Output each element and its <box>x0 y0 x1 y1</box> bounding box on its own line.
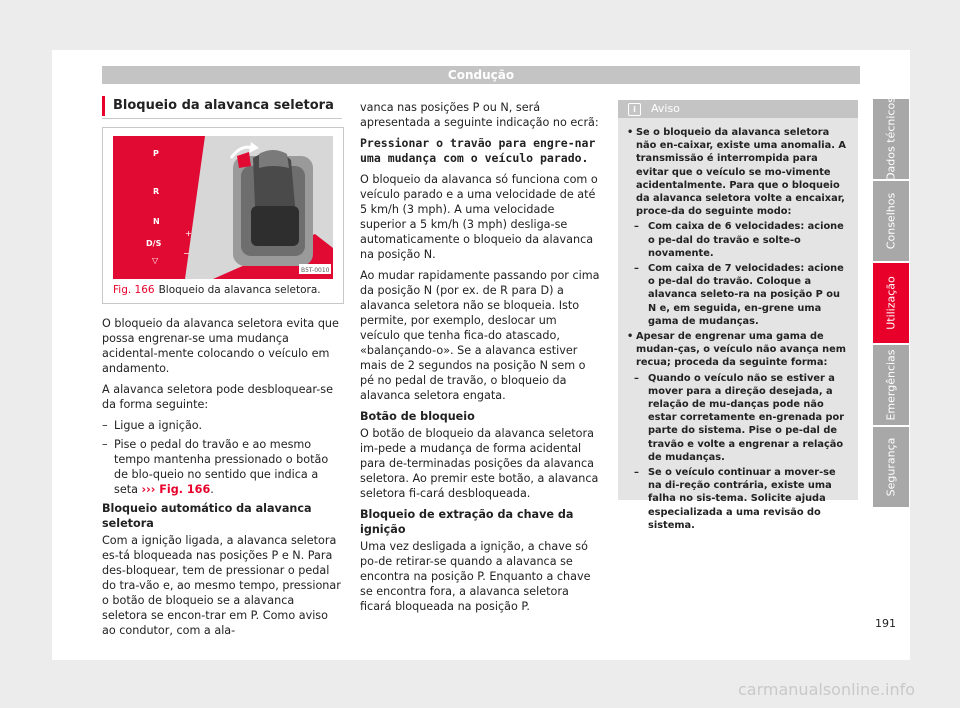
gear-label-n: N <box>153 217 160 226</box>
tab-dados-tecnicos[interactable]: Dados técnicos <box>873 99 909 179</box>
figure-link[interactable]: ››› Fig. 166 <box>141 483 211 496</box>
watermark: carmanualsonline.info <box>738 680 916 699</box>
page-header: Condução <box>102 66 860 84</box>
paragraph: Com a ignição ligada, a alavanca seletora es-tá bloqueada nas posições P e N. Para des-bloquear, tem de pressionar o pedal do tra-vão e, ao mesmo tempo, pressionar o botão de bloqueio se a alavanca seletora se encon-trar em P. Como aviso ao condutor, com a ala- <box>102 534 341 637</box>
warning-bullet: • Se o bloqueio da alavanca seletora não en-caixar, existe uma anomalia. A transmissão é interrompida para evitar que o veículo se mo-vimente acidentalmente. Para que o bloqueio da alavanca seletora volte a encaixar, proce-da do seguinte modo: <box>627 126 850 218</box>
paragraph: vanca nas posições P ou N, será apresentada a seguinte indicação no ecrã: <box>360 101 599 129</box>
gear-label-r: R <box>153 187 160 196</box>
figure-caption-text: Bloqueio da alavanca seletora. <box>158 284 321 296</box>
warning-bullet: • Apesar de engrenar uma gama de mudan-ças, o veículo não avança nem recua; proceda da seguinte forma: <box>627 330 850 370</box>
gear-label-p: P <box>153 149 159 158</box>
section-title: Bloqueio da alavanca seletora <box>102 96 353 116</box>
warning-label: Aviso <box>651 102 680 115</box>
paragraph: O bloqueio da alavanca só funciona com o veículo parado e a uma velocidade de até 5 km/h (3 mph). A uma velocidade superior a 5 km/h (3 mph) desliga-se automaticamente o bloqueio da alavanca na posição N. <box>360 173 598 261</box>
warning-subitem: – Se o veículo continuar a mover-se na di-reção contrária, existe uma falha no sis-tema. Solicite ajuda especializada a uma revisão do sistema. <box>627 466 850 532</box>
gear-label-down: ▽ <box>152 256 159 265</box>
gear-plus-label: + <box>185 229 192 238</box>
list-item: – Pise o pedal do travão e ao mesmo tempo mantenha pressionado o botão de blo-queio no sentido que indica a seta ››› Fig. 166. <box>102 437 342 497</box>
subheading: Bloqueio automático da alavanca seletora <box>102 502 312 530</box>
title-divider <box>102 118 342 119</box>
tab-emergencias[interactable]: Emergências <box>873 345 909 425</box>
warning-box <box>618 100 858 531</box>
figure-166 <box>102 127 344 304</box>
subheading: Botão de bloqueio <box>360 410 475 423</box>
warning-subitem: – Com caixa de 7 velocidades: acione o pe-dal do travão. Coloque a alavanca seleto-ra na posição P ou N e, em seguida, en-grene uma gama de mudanças. <box>627 262 850 328</box>
gear-minus-label: − <box>183 249 190 258</box>
paragraph: A alavanca seletora pode desbloquear-se da forma seguinte: <box>102 383 334 411</box>
tab-seguranca[interactable]: Segurança <box>873 427 909 507</box>
figure-caption <box>113 283 321 297</box>
chapter-tabs <box>873 99 909 509</box>
list-item: – Ligue a ignição. <box>102 418 342 433</box>
paragraph: Uma vez desligada a ignição, a chave só po-de retirar-se quando a alavanca se encontra na posição P. Enquanto a chave se encontra fora, a alavanca seletora ficará bloqueada na posição P. <box>360 540 591 613</box>
subheading: Bloqueio de extração da chave da ignição <box>360 508 574 536</box>
page-number: 191 <box>875 617 896 630</box>
image-code: B5T-0010 <box>301 267 330 274</box>
paragraph: Ao mudar rapidamente passando por cima da posição N (por ex. de R para D) a alavanca seletora não se bloqueia. Isto permite, por exemplo, deslocar um veículo que tenha fica-do atascado, «balançando-o». Se a alavanca estiver mais de 2 segundos na posição N sem o pé no pedal de travão, o bloqueio da alavanca seletora engata. <box>360 269 600 402</box>
gear-label-ds: D/S <box>146 239 162 248</box>
warning-body <box>618 118 858 532</box>
warning-subitem: – Com caixa de 6 velocidades: acione o pe-dal do travão e solte-o novamente. <box>627 220 850 260</box>
info-icon: i <box>628 103 641 116</box>
column-1 <box>102 316 342 644</box>
warning-subitem: – Quando o veículo não se estiver a mover para a direção desejada, a relação de mu-danças pode não estar corretamente en-grenada por parte do sistema. Pise o pe-dal de travão e volte a engrenar a relação de mudanças. <box>627 372 850 464</box>
paragraph: O bloqueio da alavanca seletora evita que possa engrenar-se uma mudança acidental-mente colocando o veículo em andamento. <box>102 317 339 375</box>
tab-conselhos[interactable]: Conselhos <box>873 181 909 261</box>
column-2 <box>360 100 600 620</box>
gear-selector-illustration <box>113 136 333 279</box>
tab-utilizacao[interactable]: Utilização <box>873 263 909 343</box>
figure-number: Fig. 166 <box>113 284 155 296</box>
paragraph: O botão de bloqueio da alavanca seletora im-pede a mudança de forma acidental para de-terminadas posições da alavanca seletora. Ao premir este botão, a alavanca seletora fi-cará desbloqueada. <box>360 427 599 500</box>
warning-header <box>618 100 858 118</box>
display-message: Pressionar o travão para engre-nar uma mudança com o veículo parado. <box>360 136 596 165</box>
